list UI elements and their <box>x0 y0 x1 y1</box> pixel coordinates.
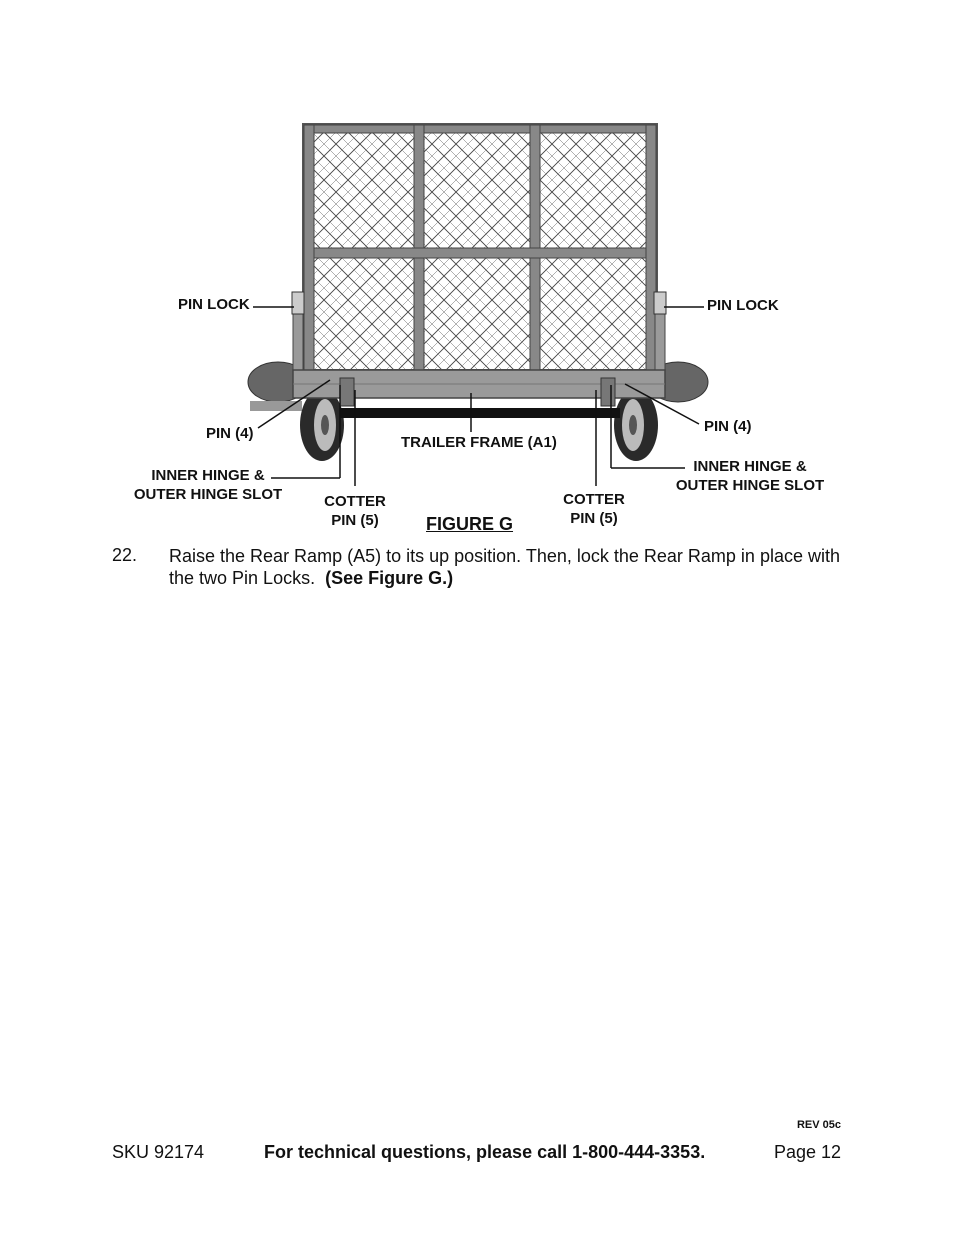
label-hinge-left-line1: INNER HINGE & <box>151 467 265 484</box>
footer-sku: SKU 92174 <box>112 1142 205 1162</box>
figure-caption: FIGURE G <box>426 514 514 534</box>
axle <box>340 408 620 418</box>
label-hinge-left-line2: OUTER HINGE SLOT <box>133 486 283 503</box>
right-wheel <box>614 389 658 461</box>
label-cotter-left-line2: PIN (5) <box>331 512 379 529</box>
right-pin-lock <box>654 292 666 314</box>
label-hinge-right <box>672 457 828 495</box>
step-instruction: Raise the Rear Ramp (A5) to its up position. Then, lock the Rear Ramp in place with the two Pin Locks. <box>169 546 840 588</box>
revision-label: REV 05c <box>796 1119 841 1131</box>
left-wheel <box>300 389 344 461</box>
footer-page-number: Page 12 <box>773 1142 841 1162</box>
label-pin-right: PIN (4) <box>704 418 752 435</box>
label-cotter-right-line1: COTTER <box>563 491 625 508</box>
label-hinge-left <box>130 466 286 504</box>
label-hinge-right-line2: OUTER HINGE SLOT <box>675 477 825 494</box>
footer-tech-support: For technical questions, please call 1-800-444-3353. <box>264 1142 706 1162</box>
label-pin-lock-right: PIN LOCK <box>707 297 779 314</box>
step-text <box>169 545 859 589</box>
label-trailer-frame: TRAILER FRAME (A1) <box>401 434 557 451</box>
label-cotter-left-line1: COTTER <box>324 493 386 510</box>
left-pin-lock <box>292 292 304 314</box>
label-cotter-right-line2: PIN (5) <box>570 510 618 527</box>
step-number: 22. <box>112 545 138 565</box>
step-figure-reference: (See Figure G.) <box>325 568 454 588</box>
label-cotter-left <box>315 492 395 530</box>
label-pin-left: PIN (4) <box>206 425 254 442</box>
label-cotter-right <box>554 490 634 528</box>
label-hinge-right-line1: INNER HINGE & <box>693 458 807 475</box>
label-pin-lock-left: PIN LOCK <box>178 296 250 313</box>
